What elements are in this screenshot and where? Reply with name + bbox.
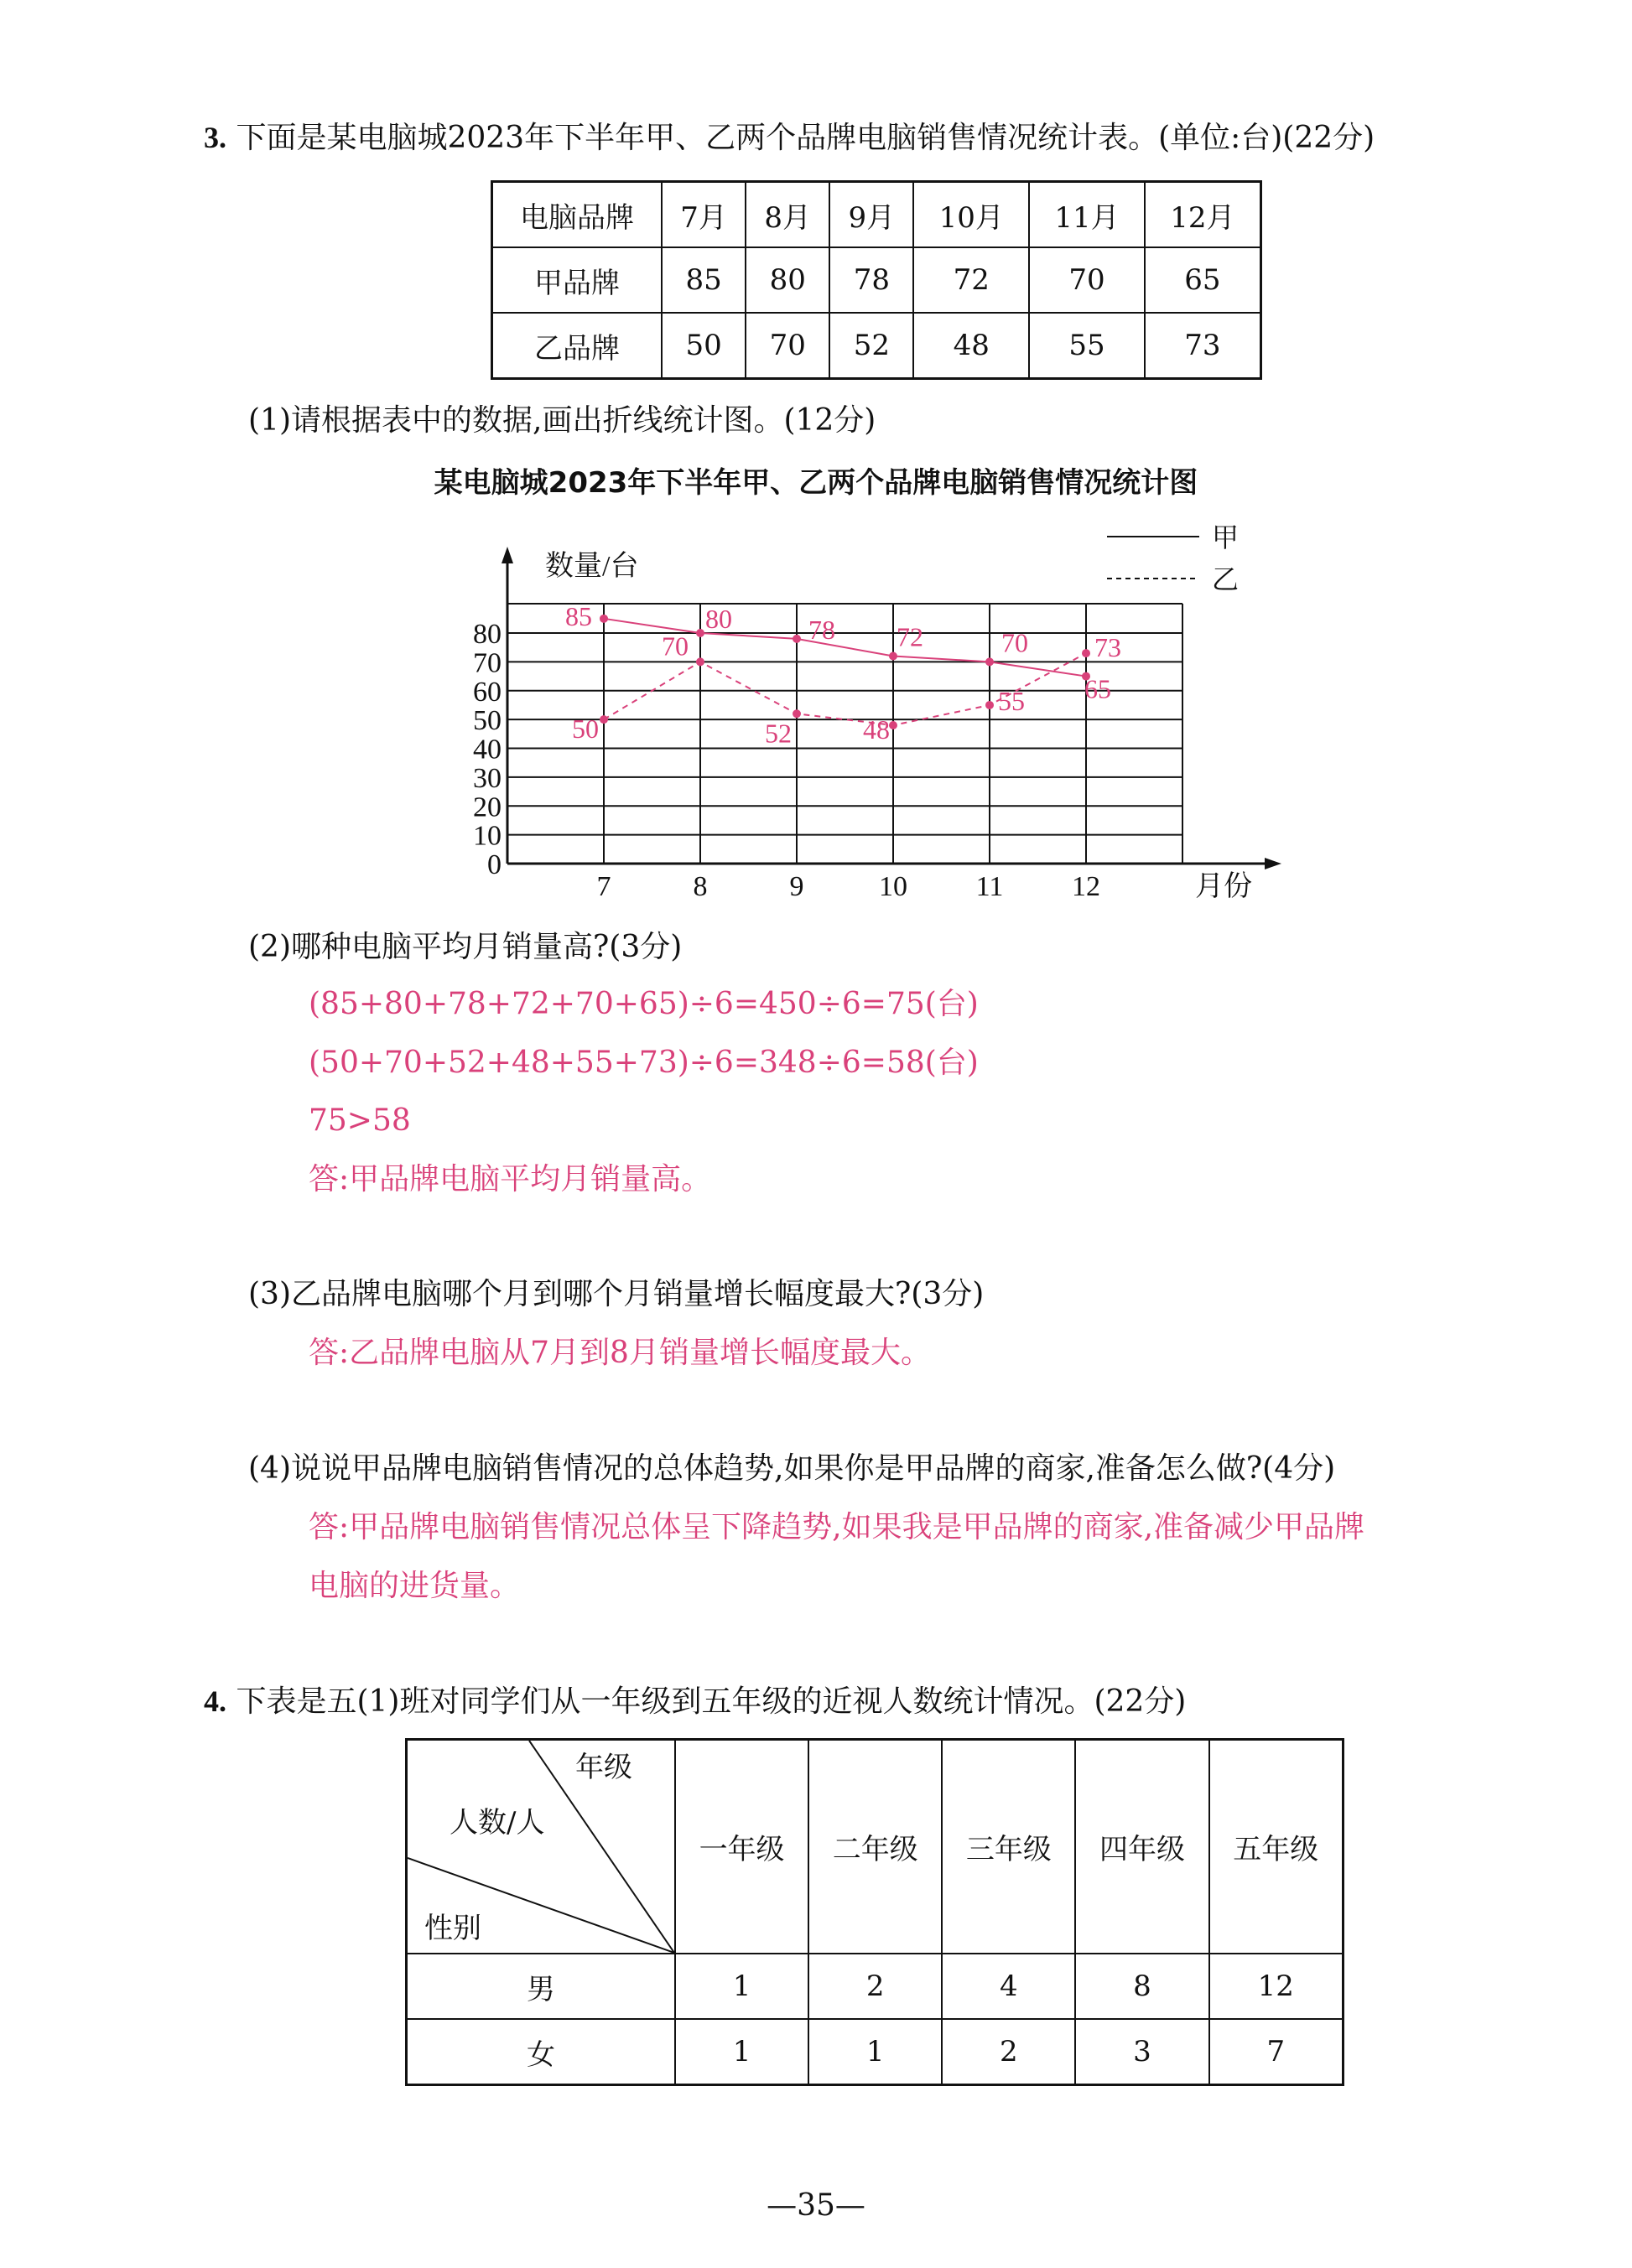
answer-line: (85+80+78+72+70+65)÷6=450÷6=75(台): [309, 987, 979, 1021]
y-tick-label: 10: [473, 820, 502, 852]
x-tick-label: 12: [1072, 871, 1100, 902]
data-label: 85: [565, 600, 592, 631]
legend-label: 甲: [1212, 522, 1240, 553]
table-cell: 55: [1029, 313, 1145, 379]
data-label: 80: [705, 604, 732, 634]
table-cell: 10月: [913, 182, 1029, 248]
q3-sub1: (1)请根据表中的数据,画出折线统计图。(12分): [248, 403, 876, 438]
answer-line: 答:甲品牌电脑平均月销量高。: [309, 1162, 712, 1196]
q3-heading: [204, 119, 1375, 157]
table-cell: 2: [808, 1954, 942, 2019]
x-axis-arrow: [1265, 858, 1281, 869]
data-label: 48: [863, 714, 890, 745]
data-label: 65: [1084, 673, 1111, 704]
answer-line: 75>58: [309, 1103, 411, 1138]
data-label: 72: [897, 621, 923, 652]
y-tick-label: 30: [473, 762, 502, 794]
table-cell: 70: [746, 313, 829, 379]
data-label: 52: [765, 718, 792, 749]
table-cell: 电脑品牌: [492, 182, 663, 248]
y-tick-label: 0: [487, 849, 502, 880]
data-label: 55: [998, 685, 1025, 716]
legend-label: 乙: [1212, 564, 1240, 594]
y-tick-label: 80: [473, 619, 502, 650]
q3-sales-table: [491, 180, 1262, 380]
y-tick-label: 40: [473, 734, 502, 766]
answer-line: 答:乙品牌电脑从7月到8月销量增长幅度最大。: [309, 1336, 931, 1370]
q3-text: 下面是某电脑城2023年下半年甲、乙两个品牌电脑销售情况统计表。(单位:台)(22分): [236, 121, 1375, 155]
data-label: 70: [1001, 627, 1028, 658]
table-cell: 7: [1209, 2019, 1344, 2085]
data-point: [1082, 649, 1090, 657]
table-row: [492, 313, 1261, 379]
data-point: [889, 652, 897, 661]
q4-text: 下表是五(1)班对同学们从一年级到五年级的近视人数统计情况。(22分): [236, 1684, 1187, 1719]
data-label: 73: [1094, 632, 1121, 663]
line-chart: [0, 503, 1632, 914]
data-point: [889, 721, 897, 729]
q4-myopia-table: [405, 1738, 1344, 2086]
table-cell: 8: [1075, 1954, 1208, 2019]
data-point: [696, 629, 704, 637]
data-point: [600, 615, 608, 623]
table-cell: 五年级: [1209, 1740, 1344, 1954]
q3-sub4: (4)说说甲品牌电脑销售情况的总体趋势,如果你是甲品牌的商家,准备怎么做?(4分): [248, 1451, 1336, 1486]
table-cell: 12: [1209, 1954, 1344, 2019]
data-label: 70: [662, 631, 689, 662]
data-point: [696, 657, 704, 666]
corner-cell: [407, 1740, 676, 1954]
x-tick-label: 9: [789, 871, 804, 902]
y-tick-label: 50: [473, 705, 502, 737]
table-cell: 50: [662, 313, 746, 379]
q3-number: 3.: [204, 121, 226, 154]
table-row: [492, 247, 1261, 313]
table-row: [407, 2019, 1344, 2085]
table-cell: 三年级: [942, 1740, 1075, 1954]
corner-label-count: 人数/人: [450, 1806, 545, 1840]
table-cell: 73: [1145, 313, 1261, 379]
table-cell: 12月: [1145, 182, 1261, 248]
table-cell: 二年级: [808, 1740, 942, 1954]
data-point: [985, 701, 994, 709]
x-tick-label: 7: [596, 871, 611, 902]
data-label: 50: [572, 714, 599, 745]
table-cell: 4: [942, 1954, 1075, 2019]
table-cell: 乙品牌: [492, 313, 663, 379]
table-cell: 11月: [1029, 182, 1145, 248]
y-axis-arrow: [502, 547, 513, 563]
y-tick-label: 60: [473, 676, 502, 708]
data-point: [985, 657, 994, 666]
chart-title: 某电脑城2023年下半年甲、乙两个品牌电脑销售情况统计图: [434, 466, 1198, 500]
table-cell: 男: [407, 1954, 676, 2019]
y-tick-label: 70: [473, 647, 502, 679]
data-point: [793, 635, 801, 643]
table-cell: 四年级: [1075, 1740, 1208, 1954]
table-row: [407, 1954, 1344, 2019]
table-cell: 80: [746, 247, 829, 313]
table-cell: 1: [675, 1954, 808, 2019]
table-cell: 78: [829, 247, 913, 313]
x-axis-label: 月份: [1195, 871, 1252, 902]
answer-line: 答:甲品牌电脑销售情况总体呈下降趋势,如果我是甲品牌的商家,准备减少甲品牌: [309, 1510, 1365, 1544]
table-cell: 65: [1145, 247, 1261, 313]
table-cell: 7月: [662, 182, 746, 248]
table-cell: 1: [675, 2019, 808, 2085]
data-label: 78: [808, 614, 835, 645]
answer-line: (50+70+52+48+55+73)÷6=348÷6=58(台): [309, 1046, 979, 1080]
x-tick-label: 11: [975, 871, 1004, 902]
table-cell: 48: [913, 313, 1029, 379]
table-header-row: [492, 182, 1261, 248]
table-cell: 1: [808, 2019, 942, 2085]
x-tick-label: 8: [693, 871, 708, 902]
data-point: [600, 715, 608, 724]
x-tick-label: 10: [879, 871, 907, 902]
table-cell: 一年级: [675, 1740, 808, 1954]
table-cell: 70: [1029, 247, 1145, 313]
table-cell: 2: [942, 2019, 1075, 2085]
table-cell: 52: [829, 313, 913, 379]
page-number: —35—: [767, 2188, 865, 2223]
data-point: [793, 709, 801, 718]
q3-sub2: (2)哪种电脑平均月销量高?(3分): [248, 930, 683, 964]
table-cell: 甲品牌: [492, 247, 663, 313]
table-header-row: [407, 1740, 1344, 1954]
y-tick-label: 20: [473, 791, 502, 823]
q4-number: 4.: [204, 1684, 226, 1718]
table-cell: 85: [662, 247, 746, 313]
q4-heading: [204, 1683, 1186, 1720]
answer-line: 电脑的进货量。: [309, 1569, 521, 1603]
table-cell: 女: [407, 2019, 676, 2085]
corner-label-grade: 年级: [575, 1751, 632, 1784]
table-cell: 3: [1075, 2019, 1208, 2085]
table-cell: 8月: [746, 182, 829, 248]
y-axis-label: 数量/台: [545, 551, 639, 582]
table-cell: 9月: [829, 182, 913, 248]
q3-sub3: (3)乙品牌电脑哪个月到哪个月销量增长幅度最大?(3分): [248, 1277, 985, 1311]
table-cell: 72: [913, 247, 1029, 313]
corner-label-gender: 性别: [424, 1912, 481, 1945]
